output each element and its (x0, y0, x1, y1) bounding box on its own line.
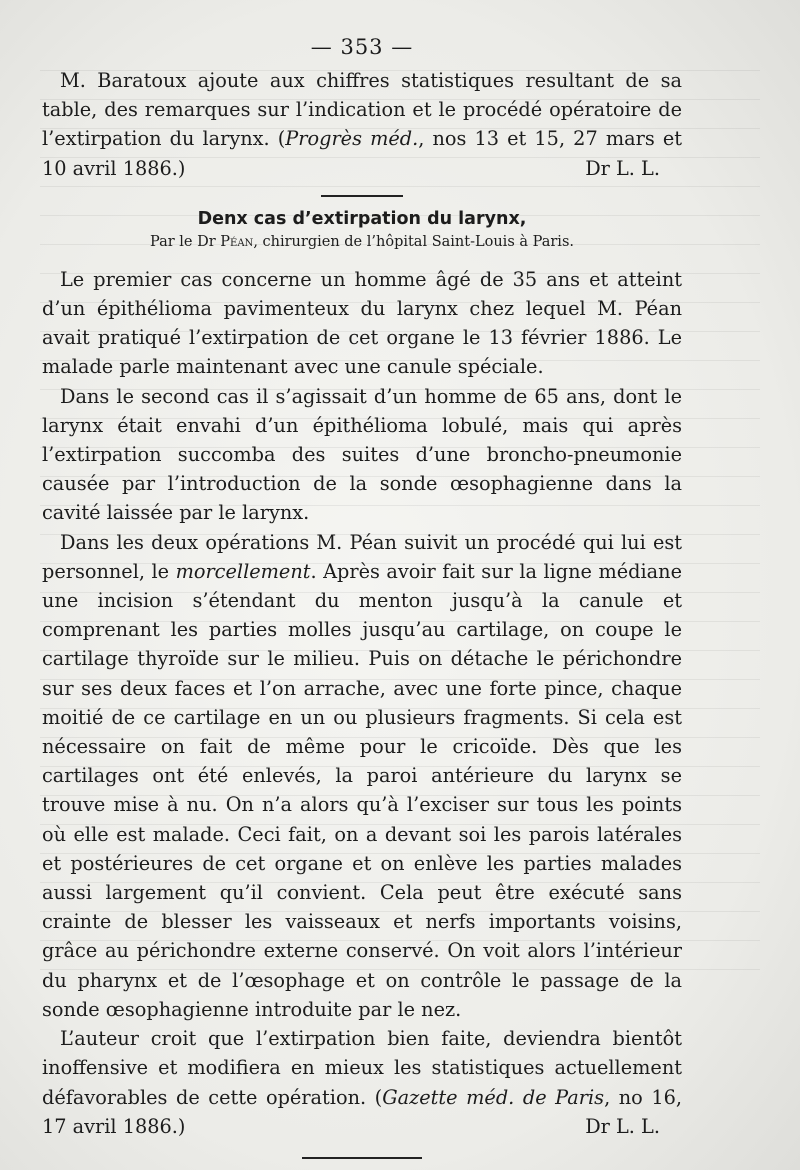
citation-details: , no 16, 17 avril 1886.) (42, 1085, 683, 1138)
article-byline (42, 231, 682, 253)
procedure-term: morcellement (175, 559, 311, 583)
page-number: — 353 — (310, 35, 414, 59)
article-title: Denx cas d’extirpation du larynx, (197, 208, 527, 229)
author-name: Péan (220, 233, 254, 250)
paragraph-second-case: Dans le second cas il s’agissait d’un homme de 65 ans, dont le larynx était envahi d’un épithélioma lobulé, mais qui après l’extirpation succomba des suites d’une broncho-pneumonie causée par l’introduction de la sonde œsophagienne dans la cavité laissée par le larynx. (42, 384, 682, 525)
signature: Dr L. L. (585, 1114, 660, 1138)
paragraph-text-continued: . Après avoir fait sur la ligne médiane une incision s’étendant du menton jusqu’à la canule et comprenant les parties molles jusqu’au cartilage, on coupe le cartilage thyroïde sur le milieu. Puis on détache le périchondre sur ses deux faces et l’on arrache, avec une forte pince, chaque moitié de ce cartilage en un ou plusieurs fragments. Si cela est nécessaire on fait de même pour le cricoïde. Dès que les cartilages ont été enlevés, la paroi antérieure du larynx se trouve mise à nu. On n’a alors qu’à l’exciser sur tous les points où elle est malade. Ceci fait, on a devant soi les parois latérales et postérieures de cet organe et on enlève les parties malades aussi largement qu’il convient. Cela peut être exécuté sans crainte de blesser les vaisseaux et nerfs importants voisins, grâce au périchondre externe conservé. On voit alors l’intérieur du pharynx et de l’œsophage et on contrôle le passage de la sonde œsophagienne introduite par le nez. (42, 559, 682, 1021)
paragraph-text: Dans les deux opérations M. Péan suivit un procédé qui lui est personnel, le (42, 530, 682, 583)
text-column (42, 28, 682, 1159)
paragraph-baratoux (42, 66, 682, 183)
byline-prefix: Par le Dr (149, 233, 221, 250)
paragraph-text: M. Baratoux ajoute aux chiffres statistiques resultant de sa table, des remarques sur l’indication et le procédé opératoire de l’extirpation du larynx. ( (42, 69, 682, 151)
closing-divider (302, 1157, 422, 1159)
paragraph-procedure (42, 528, 682, 1024)
signature: Dr L. L. (585, 156, 660, 180)
paragraph-text: L’auteur croit que l’extirpation bien faite, deviendra bientôt inoffensive et modifiera en mieux les statistiques actuellement défavorables de cette opération. ( (42, 1027, 682, 1109)
journal-citation: Gazette méd. de Paris (382, 1085, 605, 1109)
journal-citation: Progrès méd. (285, 127, 419, 151)
citation-details: , nos 13 et 15, 27 mars et 10 avril 1886.) (42, 127, 682, 180)
paragraph-conclusion (42, 1024, 682, 1141)
byline-affiliation: , chirurgien de l’hôpital Saint-Louis à Paris. (253, 233, 574, 250)
paragraph-first-case: Le premier cas concerne un homme âgé de 35 ans et atteint d’un épithélioma pavimenteux du larynx chez lequel M. Péan avait pratiqué l’extirpation de cet organe le 13 février 1886. Le malade parle maintenant avec une canule spéciale. (42, 267, 682, 379)
section-divider (321, 195, 403, 197)
